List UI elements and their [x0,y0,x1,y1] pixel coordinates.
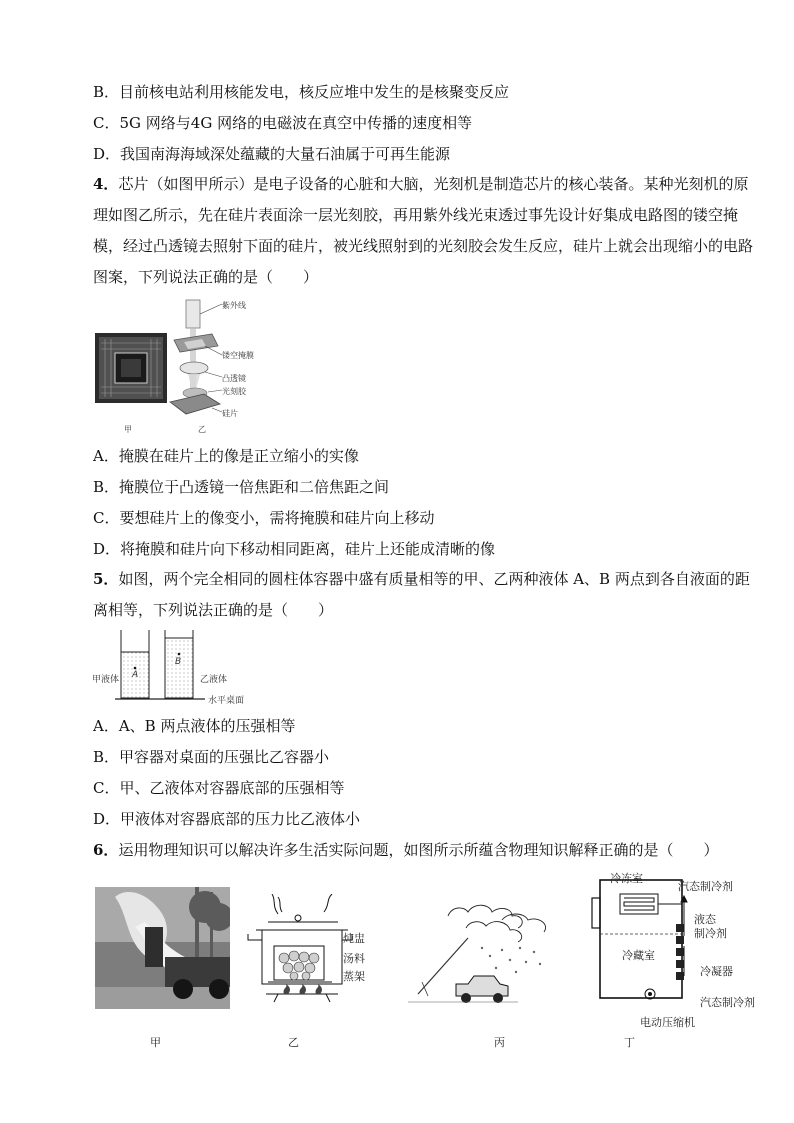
label-compressor: 电动压缩机 [640,1016,695,1029]
label-liquid-refrigerant: 液态 制冷剂 [694,913,727,940]
label-lens: 凸透镜 [222,374,246,383]
fig-jia-caption: 甲 [124,425,132,434]
q4-number: 4． [93,175,119,193]
q4-option-b: B．掩膜位于凸透镜一倍焦距和二倍焦距之间 [93,478,390,496]
caption-yi: 乙 [288,1036,299,1049]
q5-stem-text: 如图，两个完全相同的圆柱体容器中盛有质量相等的甲、乙两种液体 A、B 两点到各自液面的距离相等，下列说法正确的是（ ） [93,570,750,619]
label-condenser: 冷凝器 [700,965,733,978]
q4-option-a: A．掩膜在硅片上的像是正立缩小的实像 [93,447,359,465]
chip-photo [95,333,167,403]
table-label: 水平桌面 [208,696,245,706]
point-a-label: A [132,670,139,680]
liquid-b-label: 乙液体 [200,675,228,685]
label-mask: 镂空掩膜 [222,351,254,360]
q3-option-d: D．我国南海海域深处蕴藏的大量石油属于可再生能源 [93,145,451,163]
label-steamer: 蒸架 [343,970,365,983]
label-gas-refrigerant-top: 汽态制冷剂 [678,880,733,893]
label-freezer: 冷冻室 [610,872,643,885]
label-resist: 光刻胶 [222,387,246,396]
label-pot-plate: 炖盅 [343,932,365,945]
q4-option-d: D．将掩膜和硅片向下移动相同距离，硅片上还能成清晰的像 [93,540,496,558]
q6-stem-text: 运用物理知识可以解决许多生活实际问题，如图所示所蕴含物理知识解释正确的是（ ） [118,841,719,859]
steamer-pot-diagram [238,894,353,1006]
q5-option-d: D．甲液体对容器底部的压力比乙液体小 [93,810,361,828]
q5-stem [93,564,753,626]
q6-number: 6． [93,841,119,859]
q4-option-c: C．要想硅片上的像变小，需将掩膜和硅片向上移动 [93,509,435,527]
refrigerator-diagram [590,878,685,1003]
label-gas-refrigerant-bottom: 汽态制冷剂 [700,996,755,1009]
liquid-a-label: 甲液体 [92,675,120,685]
fig-yi-caption: 乙 [198,425,206,434]
q5-number: 5． [93,570,119,588]
q3-option-c: C．5G 网络与4G 网络的电磁波在真空中传播的速度相等 [93,114,473,132]
point-b-label: B [175,657,182,667]
q5-option-c: C．甲、乙液体对容器底部的压强相等 [93,779,345,797]
caption-ding: 丁 [624,1036,635,1049]
caption-jia: 甲 [150,1036,161,1049]
containers-diagram [115,628,205,704]
label-uv: 紫外线 [222,301,246,310]
label-soup: 汤料 [343,952,365,965]
q5-option-b: B．甲容器对桌面的压强比乙容器小 [93,748,330,766]
refrigerant-arrows [680,886,692,998]
q5-option-a: A．A、B 两点液体的压强相等 [93,717,296,735]
q3-option-b: B．目前核电站利用核能发电，核反应堆中发生的是核聚变反应 [93,83,510,101]
label-wafer: 硅片 [222,409,238,418]
caption-bing: 丙 [494,1036,505,1049]
rain-rocket-diagram [408,898,568,1008]
q6-stem [93,840,718,860]
q4-stem [93,169,753,293]
label-fridge: 冷藏室 [622,949,655,962]
spraying-photo [95,887,230,1009]
q4-stem-text: 芯片（如图甲所示）是电子设备的心脏和大脑，光刻机是制造芯片的核心装备。某种光刻机的原理如图乙所示，先在硅片表面涂一层光刻胶，再用紫外线光束透过事先设计好集成电路图的镂空掩模，经过凸透镜去照射下面的硅片，被光线照射到的光刻胶会发生反应，硅片上就会出现缩小的电路图案，下列说法正确的是（ ） [93,175,754,286]
